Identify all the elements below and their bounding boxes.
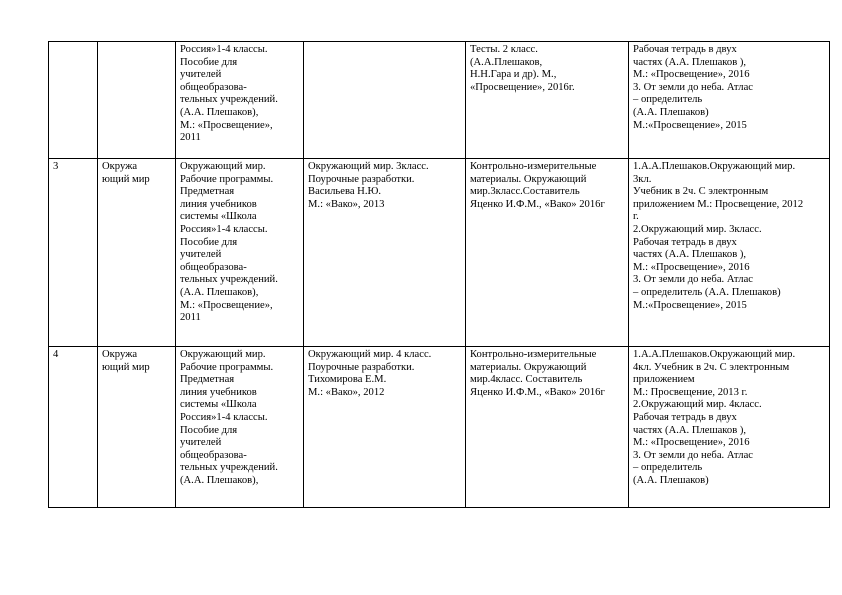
program-cell: Россия»1-4 классы. Пособие для учителей общеобразова- тельных учреждений. (А.А. Плешаков), М.: «Просвещение», 2011 xyxy=(176,42,304,159)
curriculum-table xyxy=(48,41,830,508)
materials-cell: 1.А.А.Плешаков.Окружающий мир. 3кл. Учебник в 2ч. С электронным приложением М.: Просвещение, 2012 г. 2.Окружающий мир. 3класс. Рабочая тетрадь в двух частях (А.А. Плешаков ), М.: «Просвещение», 2016 3. От земли до неба. Атлас – определитель (А.А. Плешаков) М.:«Просвещение», 2015 xyxy=(629,159,830,347)
lesson-plans-cell: Окружающий мир. 4 класс. Поурочные разработки. Тихомирова Е.М. М.: «Вако», 2012 xyxy=(304,347,466,508)
lesson-plans-cell xyxy=(304,42,466,159)
subject-cell xyxy=(98,42,176,159)
row-number-cell: 4 xyxy=(49,347,98,508)
lesson-plans-cell: Окружающий мир. 3класс. Поурочные разработки. Васильева Н.Ю. М.: «Вако», 2013 xyxy=(304,159,466,347)
tests-cell: Контрольно-измерительные материалы. Окружающий мир.4класс. Составитель Яценко И.Ф.М., «Вако» 2016г xyxy=(466,347,629,508)
table-row xyxy=(49,42,830,159)
program-cell: Окружающий мир. Рабочие программы. Предметная линия учебников системы «Школа Россия»1-4 классы. Пособие для учителей общеобразова- тельных учреждений. (А.А. Плешаков), М.: «Просвещение», 2011 xyxy=(176,159,304,347)
subject-cell: Окружа ющий мир xyxy=(98,347,176,508)
program-cell: Окружающий мир. Рабочие программы. Предметная линия учебников системы «Школа Россия»1-4 классы. Пособие для учителей общеобразова- тельных учреждений. (А.А. Плешаков), xyxy=(176,347,304,508)
tests-cell: Тесты. 2 класс. (А.А.Плешаков, Н.Н.Гара и др). М., «Просвещение», 2016г. xyxy=(466,42,629,159)
row-number-cell: 3 xyxy=(49,159,98,347)
row-number-cell xyxy=(49,42,98,159)
table-row xyxy=(49,347,830,508)
table-row xyxy=(49,159,830,347)
materials-cell: 1.А.А.Плешаков.Окружающий мир. 4кл. Учебник в 2ч. С электронным приложением М.: Просвещение, 2013 г. 2.Окружающий мир. 4класс. Рабочая тетрадь в двух частях (А.А. Плешаков ), М.: «Просвещение», 2016 3. От земли до неба. Атлас – определитель (А.А. Плешаков) xyxy=(629,347,830,508)
materials-cell: Рабочая тетрадь в двух частях (А.А. Плешаков ), М.: «Просвещение», 2016 3. От земли до неба. Атлас – определитель (А.А. Плешаков) М.:«Просвещение», 2015 xyxy=(629,42,830,159)
tests-cell: Контрольно-измерительные материалы. Окружающий мир.3класс.Составитель Яценко И.Ф.М., «Вако» 2016г xyxy=(466,159,629,347)
subject-cell: Окружа ющий мир xyxy=(98,159,176,347)
